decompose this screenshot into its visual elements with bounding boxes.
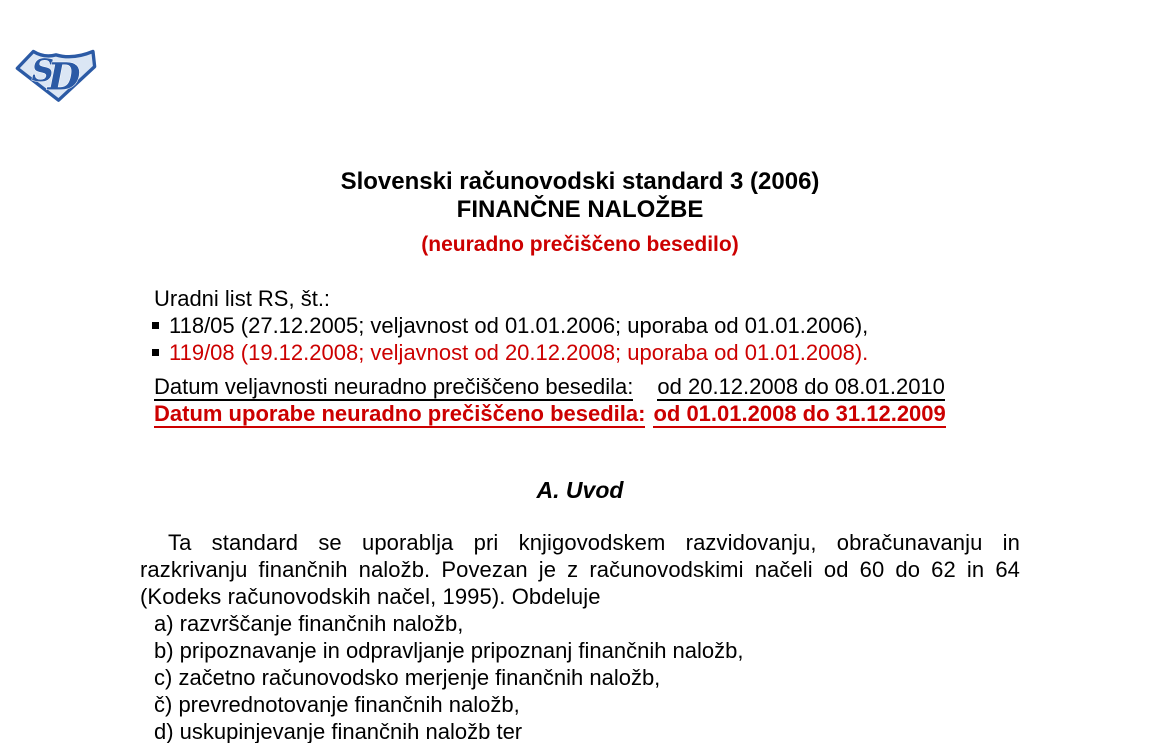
intro-list-item: a) razvrščanje finančnih naložb, bbox=[154, 611, 464, 636]
gazette-heading: Uradni list RS, št.: bbox=[154, 286, 331, 311]
gazette-item-text: 118/05 (27.12.2005; veljavnost od 01.01.2006; uporaba od 01.01.2006), bbox=[169, 313, 869, 338]
title-block bbox=[140, 168, 1020, 257]
validity-usage-value: od 01.01.2008 do 31.12.2009 bbox=[653, 401, 946, 426]
validity-line-usage bbox=[154, 400, 1020, 427]
intro-paragraph: Ta standard se uporablja pri knjigovodskem razvidovanju, obračunavanju in razkrivanju finančnih naložb. Povezan je z računovodskimi načeli od 60 do 62 in 64 (Kodeks računovodskih načel, 1995). Obdeluje bbox=[140, 530, 1020, 609]
intro-list bbox=[140, 610, 1020, 743]
gazette-item-row bbox=[140, 312, 1020, 339]
intro-list-item: b) pripoznavanje in odpravljanje pripoznanj finančnih naložb, bbox=[154, 638, 744, 663]
gazette-item-row bbox=[140, 339, 1020, 366]
intro-list-item: c) začetno računovodsko merjenje finančnih naložb, bbox=[154, 665, 661, 690]
validity-block bbox=[140, 373, 1020, 427]
document-content bbox=[140, 0, 1020, 743]
document-subtitle: (neuradno prečiščeno besedilo) bbox=[421, 233, 739, 256]
validity-effective-value: od 20.12.2008 do 08.01.2010 bbox=[657, 374, 945, 399]
official-gazette-block bbox=[140, 285, 1020, 366]
validity-effective-label: Datum veljavnosti neuradno prečiščeno besedila: bbox=[154, 374, 634, 399]
validity-line-effective bbox=[154, 373, 1020, 400]
intro-list-item: č) prevrednotovanje finančnih naložb, bbox=[154, 692, 520, 717]
gazette-item-text: 119/08 (19.12.2008; veljavnost od 20.12.2008; uporaba od 01.01.2008). bbox=[169, 340, 869, 365]
logo-letter-d: D bbox=[47, 54, 81, 99]
document-title-line2: FINANČNE NALOŽBE bbox=[456, 196, 704, 223]
square-bullet-icon bbox=[152, 349, 159, 356]
validity-usage-label: Datum uporabe neuradno prečiščeno besedila: bbox=[154, 401, 646, 426]
square-bullet-icon bbox=[152, 322, 159, 329]
section-heading-uvod: A. Uvod bbox=[536, 477, 624, 503]
sd-logo-icon bbox=[14, 45, 98, 105]
logo-letter-s: S bbox=[31, 52, 55, 89]
document-title-line1: Slovenski računovodski standard 3 (2006) bbox=[340, 168, 820, 195]
intro-list-item: d) uskupinjevanje finančnih naložb ter bbox=[154, 719, 523, 743]
